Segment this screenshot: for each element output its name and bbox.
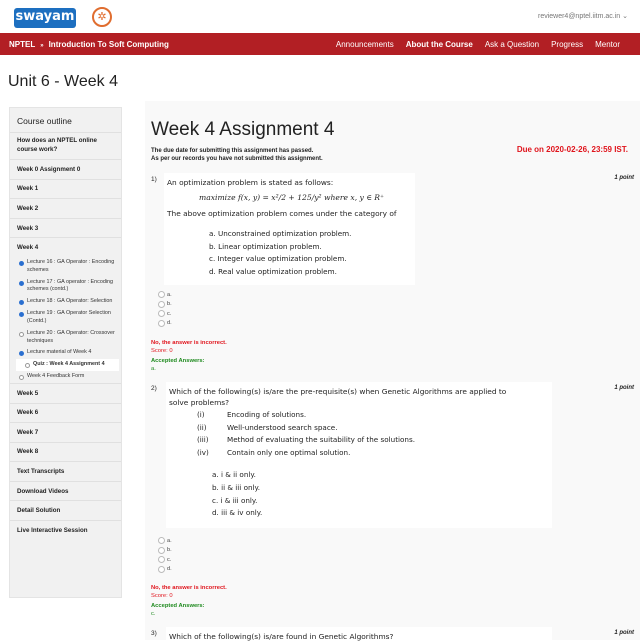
item-text: Well-understood search space.: [227, 422, 338, 432]
sidebar-item[interactable]: [10, 159, 121, 179]
incomplete-dot-icon: [25, 363, 30, 368]
item-number: (iii): [197, 435, 209, 445]
question-2-option-c: c. i & iii only.: [212, 495, 258, 505]
question-2-radio-a[interactable]: [158, 536, 172, 546]
sidebar-title: Course outline: [17, 116, 72, 126]
radio-circle-icon[interactable]: [158, 537, 165, 544]
question-1-box: [164, 173, 415, 285]
sidebar-subitem-label: Lecture material of Week 4: [27, 349, 92, 356]
sidebar-item[interactable]: [10, 422, 121, 442]
question-1-intro: An optimization problem is stated as follows:: [167, 178, 334, 187]
assignment-panel: [145, 101, 640, 640]
question-2-radio-b[interactable]: [158, 546, 172, 556]
incomplete-dot-icon: [19, 332, 24, 337]
radio-label: b.: [167, 301, 172, 308]
question-1-option-c: c. Integer value optimization problem.: [209, 254, 347, 264]
question-3-points: 1 point: [614, 630, 634, 636]
question-2-item: [197, 447, 549, 460]
sidebar-item[interactable]: [10, 520, 121, 540]
radio-circle-icon[interactable]: [158, 566, 165, 573]
sidebar-item-label: Week 1: [17, 185, 39, 193]
question-1-result: No, the answer is incorrect.: [151, 340, 227, 346]
radio-circle-icon[interactable]: [158, 291, 165, 298]
question-1-formula: maximize f(x, y) = x²/2 + 125/y² where x, y ∈ R⁺: [199, 193, 385, 203]
sidebar-subitem[interactable]: [10, 308, 121, 328]
sidebar-item-label: Week 5: [17, 389, 39, 397]
question-1-options: [167, 228, 412, 278]
radio-circle-icon[interactable]: [158, 320, 165, 327]
question-3-box: [166, 627, 552, 643]
question-2-item: [197, 434, 549, 447]
sidebar-subitem[interactable]: [10, 371, 121, 383]
sidebar-item-label: Download Videos: [17, 487, 69, 495]
question-2-radio-group: [158, 536, 172, 574]
question-2-points: 1 point: [614, 385, 634, 391]
sidebar-item-label: Live Interactive Session: [17, 526, 88, 534]
question-2-result: No, the answer is incorrect.: [151, 585, 227, 591]
question-2-text-line-2: solve problems?: [169, 398, 230, 408]
question-3-number: 3): [151, 630, 157, 637]
sidebar-subitem[interactable]: [10, 328, 121, 348]
sidebar-item[interactable]: [10, 500, 121, 520]
course-outline-sidebar: [9, 107, 122, 598]
completed-dot-icon: [19, 261, 24, 266]
question-1-text: The above optimization problem comes under the category of: [167, 209, 397, 219]
question-1-radio-b[interactable]: [158, 300, 172, 310]
item-number: (i): [197, 409, 205, 419]
radio-circle-icon[interactable]: [158, 556, 165, 563]
radio-label: c.: [167, 556, 172, 563]
question-2-number: 2): [151, 385, 157, 392]
sidebar-list: [10, 132, 121, 540]
question-2-items: [169, 409, 549, 459]
sidebar-item[interactable]: [10, 237, 121, 257]
question-1-radio-c[interactable]: [158, 309, 172, 319]
completed-dot-icon: [19, 300, 24, 305]
due-note: [151, 147, 323, 164]
sidebar-subitem-label: Lecture 20 : GA Operator: Crossover techniques: [27, 329, 115, 344]
sidebar-item-label: Week 0 Assignment 0: [17, 165, 81, 173]
item-text: Encoding of solutions.: [227, 409, 307, 419]
nav-progress[interactable]: Progress: [551, 40, 584, 49]
nav-about-course[interactable]: About the Course: [405, 40, 473, 49]
due-note-line-2: As per our records you have not submitted this assignment.: [151, 156, 323, 163]
question-2-accepted-answer: c.: [151, 610, 156, 617]
radio-label: c.: [167, 310, 172, 317]
question-1-radio-a[interactable]: [158, 290, 172, 300]
radio-label: d.: [167, 566, 172, 573]
sidebar-item[interactable]: [10, 383, 121, 403]
question-1-option-d: d. Real value optimization problem.: [209, 266, 337, 276]
nav-ask-question[interactable]: Ask a Question: [484, 40, 540, 49]
question-2-radio-d[interactable]: [158, 565, 172, 575]
nav-bar: [0, 33, 640, 55]
completed-dot-icon: [19, 351, 24, 356]
sidebar-subitem-label: Lecture 16 : GA Operator : Encoding schemes: [27, 258, 115, 273]
sidebar-item-label: Text Transcripts: [17, 468, 65, 476]
question-1-option-b: b. Linear optimization problem.: [209, 241, 322, 251]
nav-announcements[interactable]: Announcements: [335, 40, 394, 49]
sidebar-item[interactable]: [10, 403, 121, 423]
sidebar-item[interactable]: [10, 179, 121, 199]
item-text: Method of evaluating the suitability of the solutions.: [227, 435, 416, 445]
radio-circle-icon[interactable]: [158, 547, 165, 554]
sidebar-item-label: Week 2: [17, 204, 39, 212]
breadcrumb-course[interactable]: Introduction To Soft Computing: [48, 40, 169, 49]
radio-label: a.: [167, 291, 172, 298]
question-1-number: 1): [151, 176, 157, 183]
sidebar-item[interactable]: [10, 461, 121, 481]
assignment-title: Week 4 Assignment 4: [151, 119, 335, 140]
sidebar-subitem[interactable]: [10, 296, 121, 308]
question-1-feedback: [151, 340, 227, 373]
sidebar-subitem-label: Lecture 19 : GA Operator Selection (Contd.): [27, 310, 111, 324]
question-2-box: [166, 382, 552, 528]
sidebar-item-label: Week 6: [17, 409, 39, 417]
question-1-radio-d[interactable]: [158, 319, 172, 329]
radio-label: b.: [167, 547, 172, 554]
sidebar-item[interactable]: [10, 218, 121, 238]
due-date: Due on 2020-02-26, 23:59 IST.: [516, 145, 628, 154]
sidebar-subitem-current[interactable]: [16, 359, 119, 371]
question-2-option-a: a. i & ii only.: [212, 470, 256, 480]
sidebar-item-label: Detail Solution: [17, 507, 61, 515]
sidebar-subitem-label: Lecture 17 : GA operator : Encoding schemes (contd.): [27, 278, 114, 293]
question-1-accepted-label: Accepted Answers:: [151, 358, 205, 365]
incomplete-dot-icon: [19, 375, 24, 380]
sidebar-item-label: Week 3: [17, 224, 39, 232]
completed-dot-icon: [19, 312, 24, 317]
sidebar-item-label: Week 8: [17, 448, 39, 456]
radio-label: a.: [167, 537, 172, 544]
sidebar-subitem[interactable]: [10, 347, 121, 359]
sidebar-item[interactable]: [10, 481, 121, 501]
radio-circle-icon[interactable]: [158, 310, 165, 317]
question-2-item: [197, 422, 549, 435]
question-2-feedback: [151, 585, 227, 618]
sidebar-item[interactable]: [10, 198, 121, 218]
question-2-options: [169, 469, 549, 519]
question-2-option-b: b. ii & iii only.: [212, 482, 261, 492]
sidebar-item-label: Week 4: [17, 244, 39, 252]
question-2-accepted-label: Accepted Answers:: [151, 603, 205, 610]
emblem-icon: ✲: [92, 7, 112, 27]
sidebar-item[interactable]: [10, 442, 121, 462]
question-1-accepted-answer: a.: [151, 365, 156, 372]
question-1-points: 1 point: [614, 175, 634, 181]
sidebar-item-label: Week 7: [17, 428, 39, 436]
swayam-logo[interactable]: swayam: [14, 8, 76, 28]
item-number: (iv): [197, 447, 209, 457]
question-1-option-a: a. Unconstrained optimization problem.: [209, 228, 352, 238]
question-1-score: Score: 0: [151, 347, 173, 354]
question-3-text: Which of the following(s) is/are found in Genetic Algorithms?: [169, 632, 394, 641]
question-2-score: Score: 0: [151, 592, 173, 599]
item-number: (ii): [197, 422, 207, 432]
sidebar-item-label: How does an NPTEL online course work?: [17, 137, 97, 153]
user-menu[interactable]: reviewer4@nptel.iitm.ac.in ⌄: [537, 13, 628, 20]
breadcrumb-separator-icon: »: [40, 43, 44, 49]
sidebar-subitem[interactable]: [10, 277, 121, 297]
sidebar-subitem[interactable]: [10, 257, 121, 277]
top-bar: [0, 0, 640, 33]
question-2-text-line-1: Which of the following(s) is/are the pre-requisite(s) when Genetic Algorithms are applied to: [169, 387, 507, 396]
question-1-radio-group: [158, 290, 172, 328]
nav-links: [336, 40, 620, 49]
breadcrumb-nptel[interactable]: NPTEL: [9, 40, 36, 49]
question-2-item: [197, 409, 549, 422]
sidebar-subitem-label: Lecture 18 : GA Operator: Selection: [27, 298, 113, 305]
question-2-radio-c[interactable]: [158, 555, 172, 565]
question-2-option-d: d. iii & iv only.: [212, 508, 263, 518]
item-text: Contain only one optimal solution.: [227, 447, 351, 457]
nav-mentor[interactable]: Mentor: [595, 40, 620, 49]
sidebar-subitem-label: Week 4 Feedback Form: [27, 373, 85, 380]
unit-title: Unit 6 - Week 4: [8, 73, 118, 90]
radio-label: d.: [167, 320, 172, 327]
sidebar-item[interactable]: [10, 132, 121, 159]
completed-dot-icon: [19, 281, 24, 286]
sidebar-subitem-label: Quiz : Week 4 Assignment 4: [33, 361, 105, 368]
due-note-line-1: The due date for submitting this assignment has passed.: [151, 148, 314, 154]
breadcrumb: [9, 40, 169, 49]
radio-circle-icon[interactable]: [158, 301, 165, 308]
